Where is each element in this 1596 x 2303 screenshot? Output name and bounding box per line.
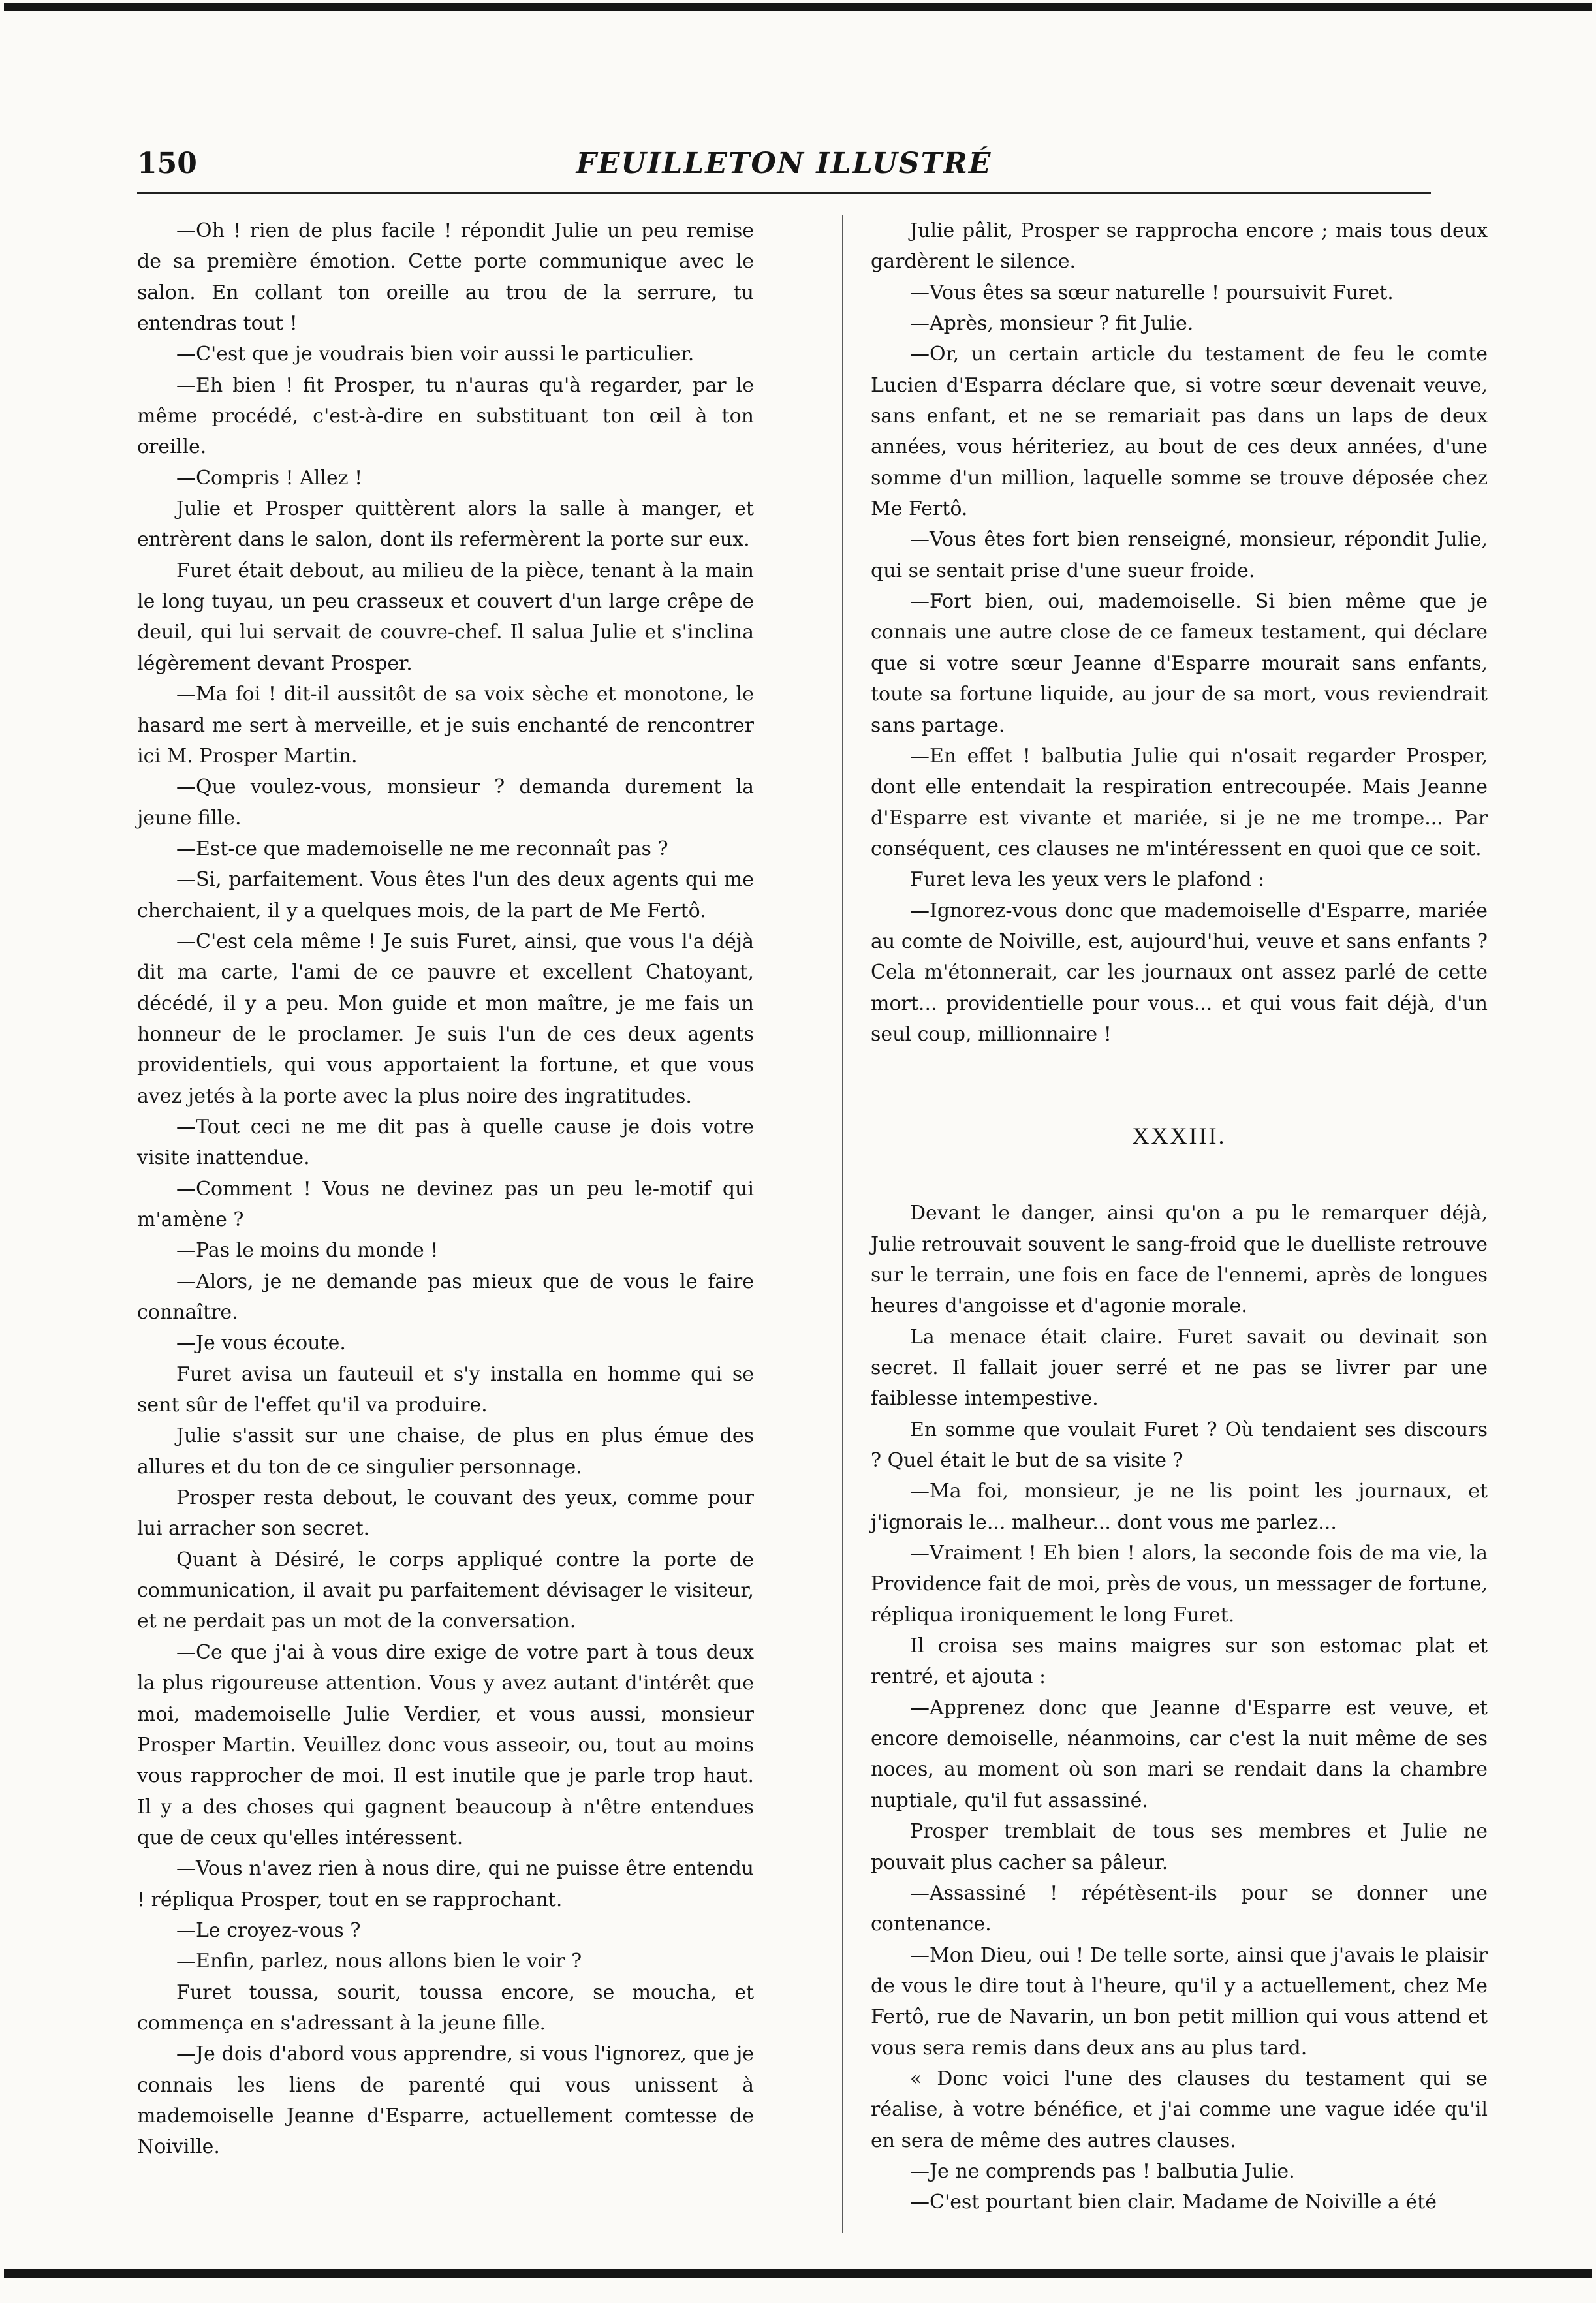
paragraph: —Vous êtes fort bien renseigné, monsieur, répondit Julie, qui se sentait prise d'une sueur froide.	[871, 528, 1488, 582]
bottom-border-rule	[4, 2269, 1592, 2278]
paragraph: —Compris ! Allez !	[176, 466, 363, 490]
paragraph: —Comment ! Vous ne devinez pas un peu le-motif qui m'amène ?	[137, 1177, 754, 1231]
paragraph: —Alors, je ne demande pas mieux que de vous le faire connaître.	[137, 1270, 754, 1324]
paragraph: —Que voulez-vous, monsieur ? demanda durement la jeune fille.	[137, 776, 754, 830]
paragraph: —Pas le moins du monde !	[176, 1239, 439, 1262]
page-header	[137, 147, 1431, 193]
paragraph: La menace était claire. Furet savait ou devinait son secret. Il fallait jouer serré et ne pas se livrer par une faiblesse intempestive.	[871, 1325, 1488, 1411]
paragraph: —Tout ceci ne me dit pas à quelle cause je dois votre visite inattendue.	[137, 1115, 754, 1170]
paragraph: Il croisa ses mains maigres sur son estomac plat et rentré, et ajouta :	[871, 1635, 1488, 1689]
paragraph: —Vous êtes sa sœur naturelle ! poursuivit Furet.	[910, 281, 1394, 304]
paragraph: —Après, monsieur ? fit Julie.	[910, 312, 1194, 336]
paragraph: —Ma foi ! dit-il aussitôt de sa voix sèche et monotone, le hasard me sert à merveille, et je suis enchanté de rencontrer ici M. Prosper Martin.	[137, 683, 754, 768]
paragraph: —Ce que j'ai à vous dire exige de votre part à tous deux la plus rigoureuse attention. Vous y avez autant d'intérêt que moi, mademoiselle Julie Verdier, et vous aussi, monsieur Prosper Martin. Veuillez donc vous asseoir, ou, tout au moins vous rapprocher de moi. Il est inutile que je parle trop haut. Il y a des choses qui gagnent beaucoup à n'être entendues que de ceux qu'elles intéressent.	[137, 1640, 754, 1849]
paragraph: Devant le danger, ainsi qu'on a pu le remarquer déjà, Julie retrouvait souvent le sang-froid que le duelliste retrouve sur le terrain, une fois en face de l'ennemi, après de longues heures d'angoisse et d'agonie morale.	[871, 1202, 1488, 1318]
paragraph: —Je dois d'abord vous apprendre, si vous l'ignorez, que je connais les liens de parenté qui vous unissent à mademoiselle Jeanne d'Esparre, actuellement comtesse de Noiville.	[137, 2043, 754, 2159]
column-divider	[842, 215, 843, 2232]
paragraph: —Fort bien, oui, mademoiselle. Si bien même que je connais une autre close de ce fameux testament, qui déclare que si votre sœur Jeanne d'Esparre mourait sans enfants, toute sa fortune liquide, au jour de sa mort, vous reviendrait sans partage.	[871, 590, 1488, 737]
paragraph: —Or, un certain article du testament de feu le comte Lucien d'Esparra déclare que, si votre sœur devenait veuve, sans enfant, et ne se remariait pas dans un laps de deux années, vous hériteriez, au bout de ces deux années, d'une somme d'un million, laquelle somme se trouve déposée chez Me Fertô.	[871, 343, 1488, 521]
page-number: 150	[137, 147, 197, 180]
header-rule	[137, 192, 1431, 194]
paragraph: —Enfin, parlez, nous allons bien le voir ?	[176, 1950, 582, 1973]
right-column	[871, 215, 1488, 2218]
paragraph: —Je vous écoute.	[176, 1332, 346, 1355]
paragraph: Julie s'assit sur une chaise, de plus en plus émue des allures et du ton de ce singulier personnage.	[137, 1424, 754, 1479]
paragraph: Julie pâlit, Prosper se rapprocha encore ; mais tous deux gardèrent le silence.	[871, 219, 1488, 274]
paragraph: —C'est cela même ! Je suis Furet, ainsi, que vous l'a déjà dit ma carte, l'ami de ce pauvre et excellent Chatoyant, décédé, il y a peu. Mon guide et mon maître, je me fais un honneur de le proclamer. Je suis l'un de ces deux agents providentiels, qui vous apportaient la fortune, et que vous avez jetés à la porte avec la plus noire des ingratitudes.	[137, 930, 754, 1108]
paragraph: En somme que voulait Furet ? Où tendaient ses discours ? Quel était le but de sa visite ?	[871, 1418, 1488, 1473]
paragraph: —Est-ce que mademoiselle ne me reconnaît pas ?	[176, 837, 668, 860]
left-column	[137, 215, 754, 2163]
paragraph: Julie et Prosper quittèrent alors la salle à manger, et entrèrent dans le salon, dont ils refermèrent la porte sur eux.	[137, 497, 754, 552]
paragraph: Furet avisa un fauteuil et s'y installa en homme qui se sent sûr de l'effet qu'il va produire.	[137, 1362, 754, 1417]
paragraph: —En effet ! balbutia Julie qui n'osait regarder Prosper, dont elle entendait la respiration entrecoupée. Mais Jeanne d'Esparre est vivante et mariée, si je ne me trompe... Par conséquent, ces clauses ne m'intéressent en quoi que ce soit.	[871, 744, 1488, 860]
paragraph: —C'est que je voudrais bien voir aussi le particulier.	[176, 343, 695, 366]
paragraph: —Je ne comprends pas ! balbutia Julie.	[910, 2159, 1295, 2183]
paragraph: —Apprenez donc que Jeanne d'Esparre est veuve, et encore demoiselle, néanmoins, car c'est la nuit même de ses noces, au moment où son mari se rendait dans la chambre nuptiale, qu'il fut assassiné.	[871, 1696, 1488, 1812]
paragraph: Furet était debout, au milieu de la pièce, tenant à la main le long tuyau, un peu crasseux et couvert d'un large crêpe de deuil, qui lui servait de couvre-chef. Il salua Julie et s'inclina légèrement devant Prosper.	[137, 559, 754, 675]
running-title: FEUILLETON ILLUSTRÉ	[576, 147, 992, 180]
paragraph: Prosper tremblait de tous ses membres et Julie ne pouvait plus cacher sa pâleur.	[871, 1820, 1488, 1874]
paragraph: —Ignorez-vous donc que mademoiselle d'Esparre, mariée au comte de Noiville, est, aujourd'hui, veuve et sans enfants ? Cela m'étonnerait, car les journaux ont assez parlé de cette mort... providentielle pour vous... et qui vous fait déjà, d'un seul coup, millionnaire !	[871, 899, 1488, 1046]
paragraph: Furet leva les yeux vers le plafond :	[910, 868, 1265, 892]
paragraph: —Ma foi, monsieur, je ne lis point les journaux, et j'ignorais le... malheur... dont vous me parlez...	[871, 1480, 1488, 1534]
paragraph: —Si, parfaitement. Vous êtes l'un des deux agents qui me cherchaient, il y a quelques mois, de la part de Me Fertô.	[137, 868, 754, 922]
paragraph: —Vous n'avez rien à nous dire, qui ne puisse être entendu ! répliqua Prosper, tout en se rapprochant.	[137, 1857, 754, 1911]
paragraph: —Assassiné ! répétèsent-ils pour se donner une contenance.	[871, 1881, 1488, 1936]
paragraph: —Eh bien ! fit Prosper, tu n'auras qu'à regarder, par le même procédé, c'est-à-dire en substituant ton œil à ton oreille.	[137, 373, 754, 459]
paragraph: Quant à Désiré, le corps appliqué contre la porte de communication, il avait pu parfaitement dévisager le visiteur, et ne perdait pas un mot de la conversation.	[137, 1548, 754, 1633]
top-border-rule	[4, 3, 1592, 11]
chapter-heading: XXXIII.	[1132, 1123, 1227, 1150]
paragraph: —Oh ! rien de plus facile ! répondit Julie un peu remise de sa première émotion. Cette porte communique avec le salon. En collant ton oreille au trou de la serrure, tu entendras tout !	[137, 219, 754, 336]
paragraph: —Mon Dieu, oui ! De telle sorte, ainsi que j'avais le plaisir de vous le dire tout à l'heure, qu'il y a actuellement, chez Me Fertô, rue de Navarin, un bon petit million qui vous attend et vous sera remis dans deux ans au plus tard.	[871, 1943, 1488, 2060]
paragraph: —Vraiment ! Eh bien ! alors, la seconde fois de ma vie, la Providence fait de moi, près de vous, un messager de fortune, répliqua ironiquement le long Furet.	[871, 1542, 1488, 1627]
paragraph: —Le croyez-vous ?	[176, 1919, 361, 1942]
paragraph: —C'est pourtant bien clair. Madame de Noiville a été	[910, 2191, 1437, 2214]
paragraph: « Donc voici l'une des clauses du testament qui se réalise, à votre bénéfice, et j'ai comme une vague idée qu'il en sera de même des autres clauses.	[871, 2067, 1488, 2152]
paragraph: Prosper resta debout, le couvant des yeux, comme pour lui arracher son secret.	[137, 1486, 754, 1541]
paragraph: Furet toussa, sourit, toussa encore, se moucha, et commença en s'adressant à la jeune fille.	[137, 1981, 754, 2035]
